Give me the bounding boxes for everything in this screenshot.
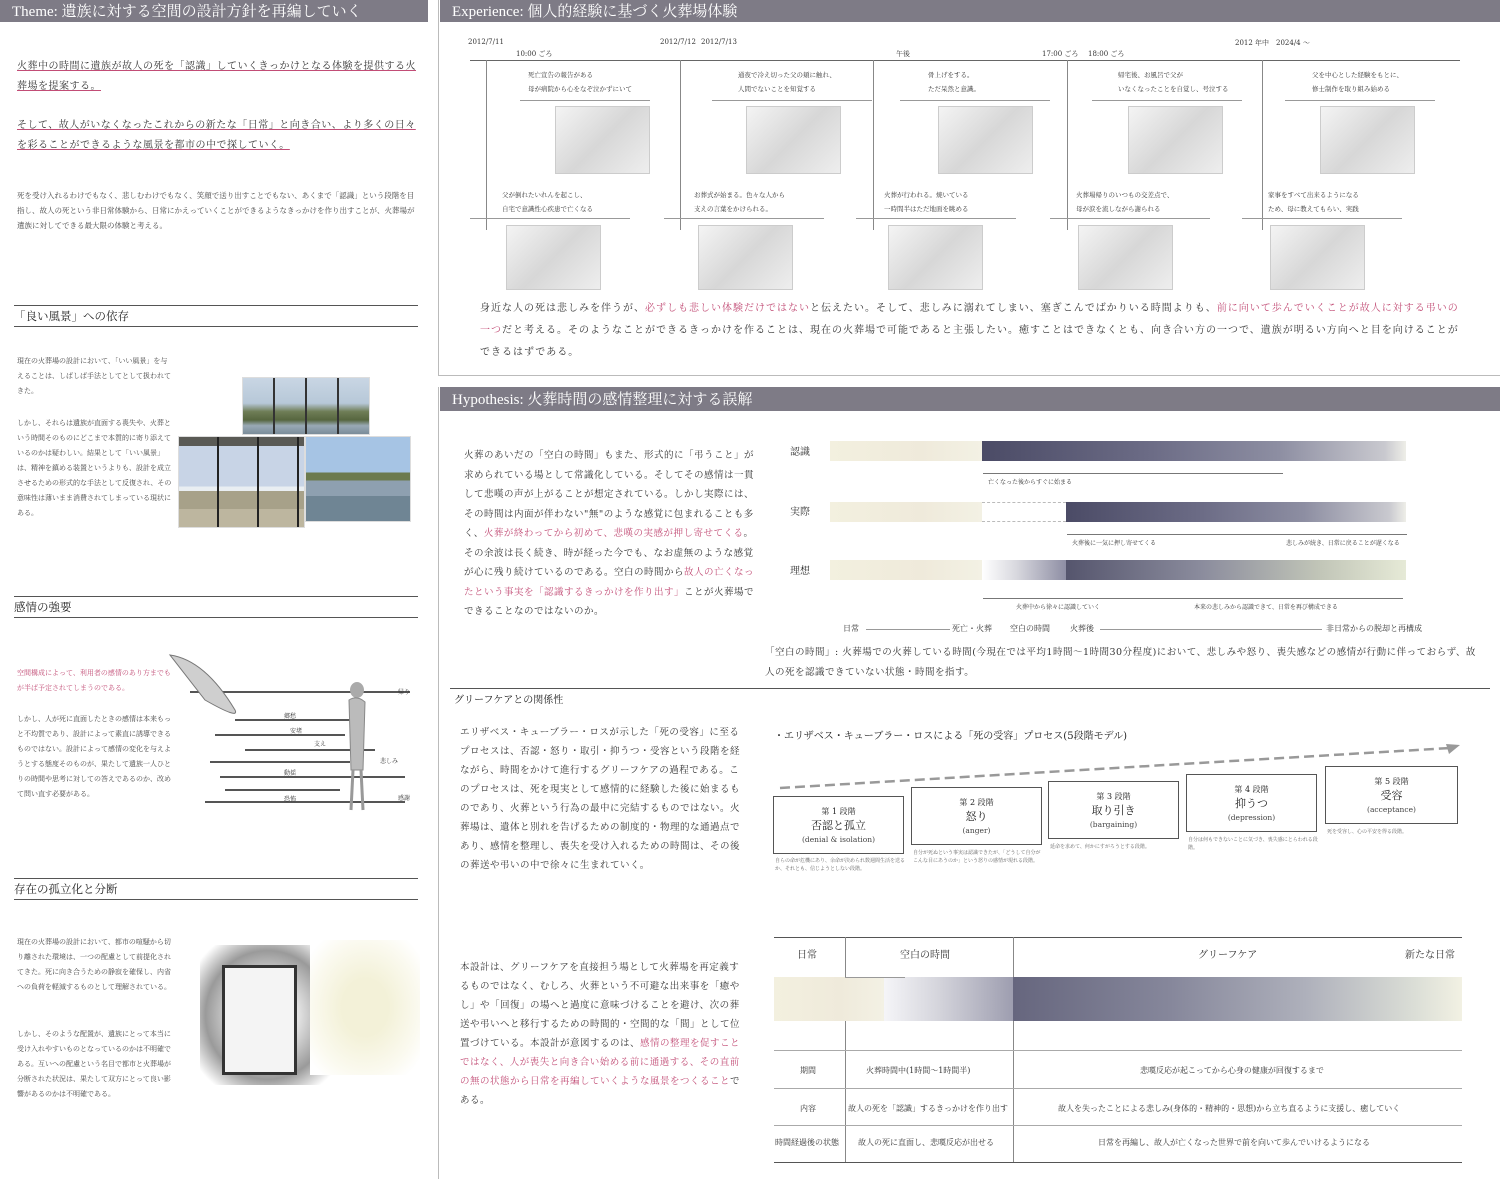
table-bottom-rule: [774, 1162, 1462, 1163]
hyp-caption: 「空白の時間」: 火葬場での火葬している時間(今現在では平均1時間〜1時間30分程度)において、悲しみや怒り、喪失感などの感情が行動に伴っておらず、故人の死を認識できていない状態・時間を指す。: [765, 647, 1476, 678]
exp-date-7: 2012 年中: [1235, 39, 1270, 47]
exp-top-4: 父を中心とした経験をもとに、 修士制作を取り組み始める: [1312, 71, 1403, 93]
griefcare-body-2: 本設計は、グリーフケアを直接担う場として火葬場を再定義するものではなく、むしろ、火葬という不可避な出来事を「癒やし」や「回復」の場へと過度に意味づけることを避け、次の葬送や弔いへと移行するための時間的・空間的な「間」として位置づけている。本設計が意図するのは、感情の整理を促すことではなく、人が喪失と向き合い始める前に通過する、その直前の無の状態から日常を再編していくような風景をつくることである。: [460, 962, 741, 1106]
hyp-bar-recognition-dark: [982, 441, 1406, 461]
exp-timeline: [470, 60, 1460, 61]
exp-rule: [900, 100, 1050, 101]
hyp-row-actual: 実際: [790, 507, 810, 518]
table-header-1: 空白の時間: [900, 950, 950, 961]
section-title-good-scenery: 「良い風景」への依存: [14, 305, 418, 327]
exp-sketch-top-2: [938, 106, 1033, 174]
model-title: ・エリザベス・キューブラー・ロスによる「死の受容」プロセス(5段階モデル): [774, 731, 1127, 742]
section1-text-a: 現在の火葬場の設計において、「いい風景」を与えることは、しばしば手法としてとして扱われてきた。: [17, 357, 171, 395]
isolation-sketch-light: [310, 940, 420, 1075]
table-band-dark: [1013, 977, 1462, 1021]
exp-sketch-bottom-4: [1270, 225, 1365, 290]
hyp-row-recognition: 認識: [790, 447, 810, 458]
scenery-photo-1: [242, 377, 370, 435]
hyp-bracket: [983, 473, 1283, 474]
experience-body: 身近な人の死は悲しみを伴うが、必ずしも悲しい体験だけではないと伝えたい。そして、悲しみに溺れてしまい、塞ぎこんでばかりいる時間よりも、前に向いて歩んでいくことが故人に対する弔いの一つだと考える。そのようなことができるきっかけを作ることは、現在の火葬場で可能であると主張したい。癒すことはできなくとも、向き合い方の一つで、遺族が明るい方向へと目を向けることができるはずである。: [480, 303, 1459, 358]
exp-date-8: 2024/4 〜: [1276, 39, 1310, 47]
exp-bottom-0: 父が倒れたいれんを起こし、 自宅で意識性心疾患で亡くなる: [502, 191, 593, 213]
exp-tick: [680, 60, 681, 230]
hypothesis-border: [438, 387, 439, 1179]
table-cell-2-0: 故人の死に直面し、悲嘆反応が出せる: [858, 1138, 994, 1147]
stage-2-desc: 自分が死ぬという事実は認識できたが、「どうして自分がこんな目にあうのか」という怒りの感情が現れる段階。: [913, 850, 1041, 864]
exp-sketch-bottom-1: [698, 225, 793, 290]
exp-tick: [1262, 60, 1263, 230]
table-header-3: 新たな日常: [1405, 950, 1455, 961]
hyp-note-3b: 本来の悲しみから認識できて、日常を再び構成できる: [1194, 604, 1338, 611]
hyp-axis-3: 火葬後: [1070, 624, 1094, 633]
emotion-label-1: 郷愁: [284, 713, 297, 720]
exp-date-4: 午後: [896, 50, 910, 58]
stage-1-desc: 自らの命が危機にあり、余命が決められ数週間生活を送るか、それとも、信じようとしない段階。: [775, 858, 906, 872]
table-cell-1-1: 故人を失ったことによる悲しみ(身体的・精神的・思想)から立ち直るように支援し、癒していく: [1058, 1104, 1401, 1113]
exp-rule: [470, 218, 630, 219]
table-band-gradient: [884, 977, 1014, 1021]
table-dashed: [845, 977, 905, 978]
exp-rule: [1050, 218, 1210, 219]
hyp-axis-0: 日常: [843, 624, 859, 633]
section-title-isolation: 存在の孤立化と分断: [14, 878, 418, 900]
exp-rule: [856, 218, 1016, 219]
exp-rule: [1285, 100, 1435, 101]
section2-text-a: 空間構成によって、利用者の感情のあり方までもが半ば予定されてしまうのである。: [17, 669, 171, 692]
section1-text-b: しかし、それらは遺族が直面する喪失や、火葬という時間そのものにどこまで本質的に寄り添えているのかは疑わしい。結果として「いい風景」は、精神を鎮める装置というよりも、設計を成立させるための形式的な手法として反復され、その意味性は薄いまま消費されてしまっている現状にある。: [17, 419, 172, 517]
table-rule: [774, 1050, 1462, 1051]
exp-date-2: 2012/7/12: [660, 38, 696, 46]
emotion-label-4: 支え: [314, 741, 327, 748]
exp-date-5: 17:00 ごろ: [1042, 50, 1079, 58]
exp-date-6: 18:00 ごろ: [1088, 50, 1125, 58]
emotion-label-0: 帰り: [398, 689, 411, 696]
emotion-label-5: 動揺: [284, 770, 297, 777]
table-cell-0-0: 火葬時間中(1時間〜1時間半): [866, 1066, 971, 1075]
emotion-label-2: 安堵: [290, 728, 303, 735]
table-band-light: [774, 977, 884, 1021]
stage-4-desc: 自分は何もできないことに気づき、喪失感にとらわれる段階。: [1188, 837, 1318, 851]
exp-rule: [664, 218, 824, 219]
table-cell-0-1: 悲嘆反応が起こってから心身の健康が回復するまで: [1140, 1066, 1324, 1075]
exp-top-3: 帰宅後、お風呂で父が いなくなったことを自覚し、号泣する: [1118, 71, 1229, 93]
theme-paragraph-2: そして、故人がいなくなったこれからの新たな「日常」と向き合い、より多くの日々を彩ることができるような風景を都市の中で探していく。: [17, 120, 416, 151]
table-rule: [774, 1125, 1462, 1126]
hypothesis-body: 火葬のあいだの「空白の時間」もまた、形式的に「弔うこと」が求められている場として常識化している。そしてその感情は一貫して悲嘆の声が上がることが想定されている。しかし実際には、その時間は内面が伴わない"無"のような感覚に包まれることも多く、火葬が終わってから初めて、悲嘆の実感が押し寄せてくる。その余波は長く続き、時が経った今でも、なお虚無のような感覚が心に残り続けているのである。空白の時間から故人の亡くなったという事実を「認識するきっかけを作り出す」ことが火葬場でできることなのではないのか。: [464, 450, 755, 617]
hyp-row-ideal: 理想: [790, 566, 810, 577]
theme-header: Theme: 遺族に対する空間の設計方針を再編していく: [0, 0, 428, 22]
hyp-axis-2: 空白の時間: [1010, 624, 1050, 633]
table-row-label-0: 期間: [800, 1066, 816, 1075]
hyp-bar-ideal-grad: [982, 560, 1066, 580]
stage-1: 第 1 段階 否認と孤立 (denial & isolation): [773, 796, 904, 854]
hyp-bar-recognition-light: [830, 441, 982, 461]
hyp-note-2b: 悲しみが続き、日常に戻ることが遅くなる: [1286, 540, 1400, 547]
emotion-label-7: 恐怖: [284, 796, 297, 803]
hyp-axis-line: [1100, 629, 1322, 630]
exp-rule: [1092, 100, 1242, 101]
exp-top-1: 通夜で冷え切った父の頬に触れ、 人間でないことを知覚する: [738, 71, 836, 93]
hyp-axis-4: 非日常からの脱却と再構成: [1326, 624, 1422, 633]
stage-5: 第 5 段階 受容 (acceptance): [1325, 766, 1458, 824]
exp-sketch-top-4: [1320, 106, 1415, 174]
exp-date-1: 10:00 ごろ: [516, 50, 553, 58]
table-row-label-1: 内容: [800, 1104, 816, 1113]
section2-text-b: しかし、人が死に直面したときの感情は本来もっと不均質であり、設計によって素直に誘導できるものではない。設計によって感情の変化を与えようとする態度そのものが、果たして遺族一人ひとりの時間や思考に対しての答えであるのか、改めて問い直す必要がある。: [17, 715, 171, 798]
theme-paragraph-1: 火葬中の時間に遺族が故人の死を「認識」していくきっかけとなる体験を提供する火葬場を提案する。: [17, 61, 416, 92]
stage-3: 第 3 段階 取り引き (bargaining): [1048, 781, 1179, 839]
stage-2: 第 2 段階 怒り (anger): [911, 787, 1042, 845]
hyp-bar-ideal-dark: [1066, 560, 1406, 580]
hyp-bar-ideal-light: [830, 560, 982, 580]
hyp-bar-actual-light: [830, 502, 982, 522]
hyp-bracket: [1067, 534, 1407, 535]
exp-bottom-2: 火葬が行われる。焼いている 一時間半はただ地面を眺める: [884, 191, 969, 213]
theme-paragraph-3: 死を受け入れるわけでもなく、悲しむわけでもなく、笑顔で送り出すことでもない、あくまで「認識」という段階を目指し、故人の死という非日常体験から、日常にかえっていくことができるようなきっかけを作り出すことが、火葬場が遺族に対してできる最大限の体験と考える。: [17, 191, 415, 230]
exp-top-2: 骨上げをする。 ただ呆然と意識。: [928, 71, 980, 93]
table-header-0: 日常: [797, 950, 817, 961]
hyp-bar-actual-dark: [1066, 502, 1406, 522]
section-title-emotion-forcing: 感情の強要: [14, 596, 418, 618]
exp-sketch-top-1: [746, 106, 841, 174]
table-cell-2-1: 日常を再編し、故人が亡くなった世界で前を向いて歩んでいけるようになる: [1098, 1138, 1370, 1147]
table-row-label-2: 時間経過後の状態: [775, 1138, 839, 1147]
table-rule: [774, 1088, 1462, 1089]
hyp-note-2a: 火葬後に一気に押し寄せてくる: [1072, 540, 1157, 547]
table-header-2: グリーフケア: [1198, 950, 1258, 961]
hyp-axis-line: [866, 629, 950, 630]
hyp-note-3a: 火葬中から徐々に認識していく: [1016, 604, 1101, 611]
exp-sketch-top-0: [555, 106, 650, 174]
hyp-bar-actual-blank: [982, 502, 1066, 522]
exp-bottom-1: お葬式が始まる。色々な人から 支えの言葉をかけられる。: [694, 191, 785, 213]
experience-header: Experience: 個人的経験に基づく火葬場体験: [440, 0, 1500, 22]
emotion-label-6: 感謝: [398, 795, 411, 802]
scenery-photo-2: [178, 436, 305, 528]
emotion-label-3: 悲しみ: [380, 758, 399, 765]
stage-4: 第 4 段階 抑うつ (depression): [1186, 774, 1317, 832]
hypothesis-header: Hypothesis: 火葬時間の感情整理に対する誤解: [440, 387, 1500, 411]
stage-3-desc: 延命を求めて、何かにすがろうとする段階。: [1050, 844, 1150, 850]
hyp-note-1: 亡くなった後からすぐに始まる: [988, 479, 1073, 486]
exp-tick: [486, 60, 487, 230]
exp-top-0: 死亡宣告の報告がある 母が病院から心をなぞ泣かずにいて: [528, 71, 632, 93]
exp-sketch-bottom-2: [888, 225, 983, 290]
hyp-bracket: [983, 598, 1403, 599]
stage-5-desc: 死を受容し、心の平安を得る段階。: [1327, 829, 1408, 835]
exp-sketch-bottom-0: [506, 225, 601, 290]
exp-bottom-4: 家事をすべて出来るようになる ため、母に教えてもらい、実践: [1268, 191, 1359, 213]
exp-bottom-3: 火葬場帰りのいつもの交差点で、 母が涙を流しながら謝られる: [1076, 191, 1174, 213]
exp-date-3: 2012/7/13: [701, 38, 737, 46]
table-top-rule: [774, 937, 1462, 938]
table-cell-1-0: 故人の死を「認識」するきっかけを作り出す: [848, 1104, 1008, 1113]
exp-rule: [520, 100, 650, 101]
exp-date-0: 2012/7/11: [468, 38, 504, 46]
scenery-photo-3: [305, 436, 411, 522]
exp-sketch-bottom-3: [1078, 225, 1173, 290]
exp-rule: [712, 100, 872, 101]
hyp-axis-1: 死亡・火葬: [952, 624, 992, 633]
griefcare-title: グリーフケアとの関係性: [454, 695, 564, 706]
exp-rule: [1242, 218, 1402, 219]
griefcare-rule: [450, 688, 1490, 689]
exp-sketch-top-3: [1128, 106, 1223, 174]
section3-text-b: しかし、そのような配置が、遺族にとって本当に受け入れやすいものとなっているのかは不明確である。互いへの配慮という名目で都市と火葬場が分断された状況は、果たして双方にとって良い影響があるのかは不明確である。: [17, 1030, 171, 1098]
griefcare-body: エリザベス・キューブラー・ロスが示した「死の受容」に至るプロセスは、否認・怒り・取引・抑うつ・受容という段階を経ながら、時間をかけて進行するグリーフケアの過程である。このプロセスは、死を現実として感情的に経験した後に始まるものであり、火葬という行為の最中に完結するものではない。火葬場は、遺体と別れを告げるための制度的・物理的な通過点であり、感情を整理し、喪失を受け入れるための時間は、その後の葬送や弔いの中で徐々に生まれていく。: [460, 727, 741, 871]
section3-text-a: 現在の火葬場の設計において、都市の喧騒から切り離された環境は、一つの配慮として前提化されてきた。死に向き合うための静寂を確保し、内省への負荷を軽減するものとして理解されている。: [17, 938, 171, 991]
